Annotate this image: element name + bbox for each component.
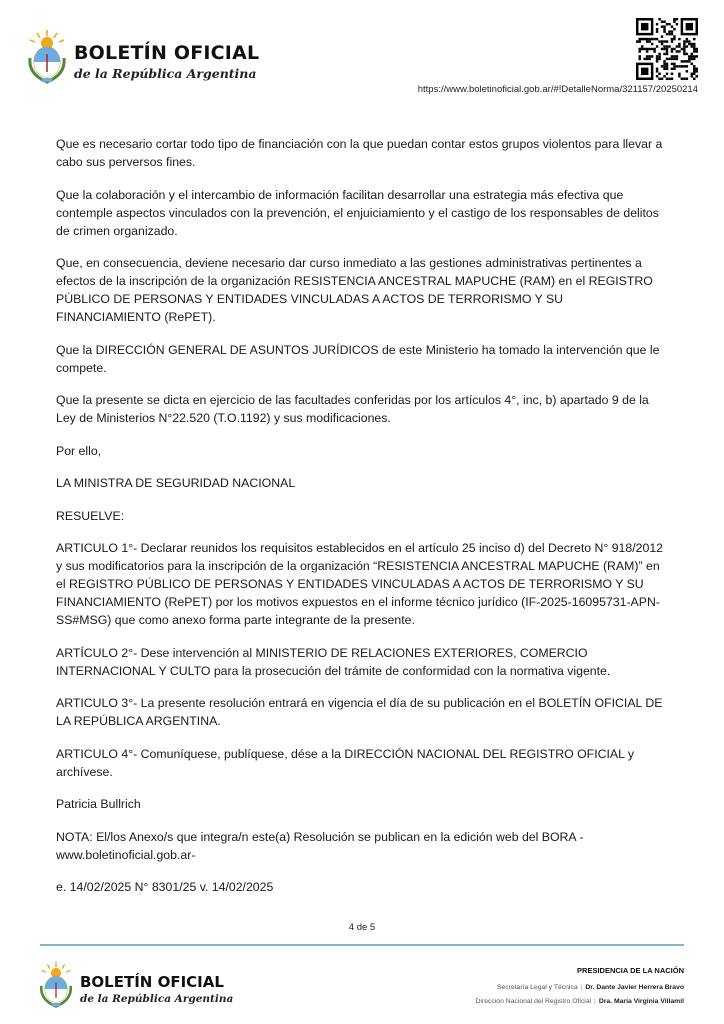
page-header xyxy=(0,0,724,100)
signature-name: Patricia Bullrich xyxy=(56,797,141,811)
paragraph: Por ello, xyxy=(56,443,102,458)
brand-title: BOLETÍN OFICIAL xyxy=(74,42,260,64)
qr-code-icon[interactable] xyxy=(636,18,698,80)
office-name: Dirección Nacional del Registro Oficial xyxy=(475,998,592,1005)
paragraph: Que es necesario cortar todo tipo de financiación con la que puedan contar estos grupos violentos para llevar a cabo sus perversos fines. xyxy=(56,137,663,169)
article-3: ARTICULO 3°- La presente resolución entrará en vigencia el día de su publicación en el BOLETÍN OFICIAL DE LA REPÚBLICA ARGENTINA. xyxy=(56,696,663,728)
paragraph: Que, en consecuencia, deviene necesario dar curso inmediato a las gestiones administrativas pertinentes a efectos de la inscripción de la organización RESISTENCIA ANCESTRAL MAPUCHE (RAM) en el REGISTRO PÚBLICO DE PERSONAS Y ENTIDADES VINCULADAS A ACTOS DE TERRORISMO Y SU FINANCIAMIENTO (RePET). xyxy=(56,256,653,324)
paragraph: RESUELVE: xyxy=(56,508,125,523)
coat-of-arms-logo xyxy=(38,960,74,1010)
publication-reference: e. 14/02/2025 N° 8301/25 v. 14/02/2025 xyxy=(56,880,274,894)
footer-divider xyxy=(40,944,684,946)
document-url[interactable]: https://www.boletinoficial.gob.ar/#!DetalleNorma/321157/20250214 xyxy=(417,84,698,95)
annex-note: NOTA: El/los Anexo/s que integra/n este(a) Resolución se publican en la edición web del BORA -www.boletinoficial.gob.ar- xyxy=(56,829,584,862)
brand-subtitle: de la República Argentina xyxy=(74,66,257,81)
document-body xyxy=(56,135,668,911)
page-number: 4 de 5 xyxy=(348,922,376,933)
paragraph: Que la presente se dicta en ejercicio de las facultades conferidas por los artículos 4°, inc, b) apartado 9 de la Ley de Ministerios N°22.520 (T.O.1192) y sus modificaciones. xyxy=(56,393,649,425)
paragraph: Que la colaboración y el intercambio de información facilitan desarrollar una estrategia más efectiva que contemple aspectos vinculados con la prevención, el enjuiciamiento y el castigo de los responsables de delitos de crimen organizado. xyxy=(56,187,659,238)
article-4: ARTICULO 4°- Comuníquese, publíquese, dése a la DIRECCIÓN NACIONAL DEL REGISTRO OFICIAL y archívese. xyxy=(56,746,635,779)
footer-brand-title: BOLETÍN OFICIAL xyxy=(80,973,224,991)
office-name: Secretaría Legal y Técnica xyxy=(496,984,578,991)
footer-line-secretaria: Secretaría Legal y Técnica | Dr. Dante Javier Herrera Bravo xyxy=(496,984,684,991)
footer-line-registro: Dirección Nacional del Registro Oficial | Dra. María Virginia Villamil xyxy=(475,998,684,1005)
official-name: Dr. Dante Javier Herrera Bravo xyxy=(585,984,684,991)
article-1: ARTICULO 1°- Declarar reunidos los requisitos establecidos en el artículo 25 inciso d) del Decreto N° 918/2012 y sus modificatorios para la inscripción de la organización “RESISTENCIA ANCESTRAL MAPUCHE (RAM)” en el REGISTRO PÚBLICO DE PERSONAS Y ENTIDADES VINCULADAS A ACTOS DE TERRORISMO Y SU FINANCIAMIENTO (RePET) por los motivos expuestos en el informe técnico jurídico (IF-2025-16095731-APN-SS#MSG) que como anexo forma parte integrante de la presente. xyxy=(56,541,663,627)
presidencia-label: PRESIDENCIA DE LA NACIÓN xyxy=(577,966,684,975)
coat-of-arms-logo xyxy=(26,28,68,86)
paragraph: Que la DIRECCIÓN GENERAL DE ASUNTOS JURÍDICOS de este Ministerio ha tomado la intervención que le compete. xyxy=(56,342,660,375)
paragraph: LA MINISTRA DE SEGURIDAD NACIONAL xyxy=(56,476,296,490)
article-2: ARTÍCULO 2°- Dese intervención al MINISTERIO DE RELACIONES EXTERIORES, COMERCIO INTERNACIONAL Y CULTO para la prosecución del trámite de conformidad con la normativa vigente. xyxy=(56,645,611,678)
official-name: Dra. María Virginia Villamil xyxy=(598,998,684,1005)
footer-brand-subtitle: de la República Argentina xyxy=(80,993,234,1005)
